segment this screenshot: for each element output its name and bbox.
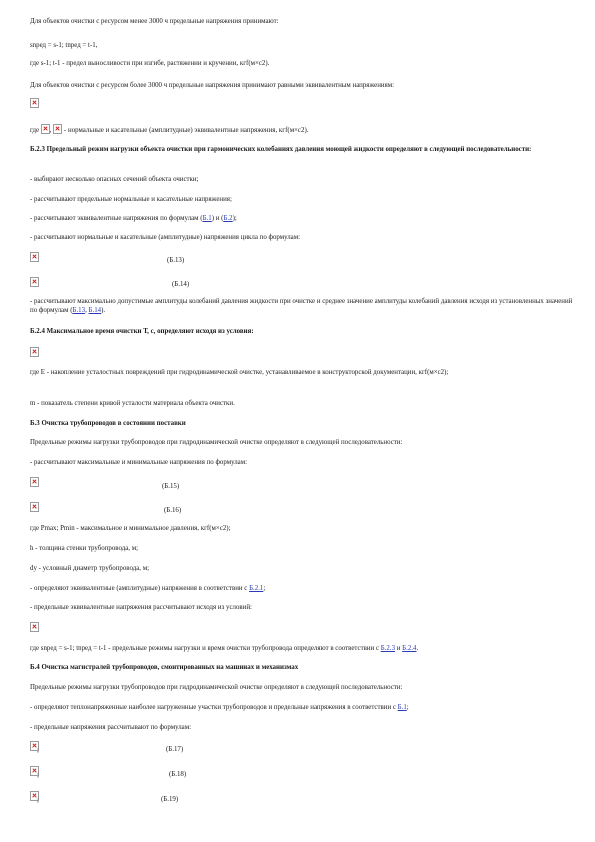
paragraph-pipeline-limits: где snред = s-1; tnред = t-1 - предельные режимы нагрузки и время очистки трубопровода определяют в соответствии с Б.2.3 и Б.2.4. <box>30 645 419 652</box>
list-item: - рассчитывают максимальные и минимальные напряжения по формулам: <box>30 459 247 466</box>
formula-link-b1[interactable]: Б.1 <box>202 215 212 222</box>
broken-image-icon <box>30 347 39 357</box>
broken-image-icon <box>30 502 39 512</box>
list-item: - определяют теплонапряженные наиболее нагруженные участки трубопроводов и предельные напряжения в соответствии с Б.1; <box>30 704 409 711</box>
paragraph-limit-formula: snред = s-1; tnред = t-1, <box>30 42 98 49</box>
list-item: - рассчитывают максимально допустимые амплитуды колебаний давления жидкости при очистке и среднее значение амплитуды колебаний давления исходя из установленных значений по формулам (Б.13, Б.14). <box>30 298 573 314</box>
broken-image-icon <box>30 622 39 632</box>
equation-number: (Б.14) <box>172 281 190 288</box>
list-item: - определяют эквивалентные (амплитудные) напряжения в соответствии с Б.2.1; <box>30 585 266 592</box>
paragraph-pressure-def: где Pmax; Pmin - максимальное и минимальное давления, кгf(м×с2); <box>30 525 231 532</box>
paragraph-nominal-diameter: dy - условный диаметр трубопровода, м; <box>30 565 150 572</box>
equation-separator: ; <box>37 747 39 754</box>
paragraph-fatigue-damage: где E - накопление усталостных повреждений при гидродинамической очистке, устанавливаемое в конструкторской документации, кгf(м×с2); <box>30 369 449 376</box>
equation-number: (Б.16) <box>164 507 182 514</box>
equation-number: (Б.17) <box>166 746 184 753</box>
broken-image-icon <box>41 124 50 134</box>
paragraph-low-resource: Для объектов очистки с ресурсом менее 3000 ч предельные напряжения принимают: <box>30 18 279 25</box>
section-b-2-3: Б.2.3 Предельный режим нагрузки объекта очистки при гармонических колебаниях давления моющей жидкости определяют в следующей последовательности: <box>30 146 532 153</box>
section-link-b21[interactable]: Б.2.1 <box>249 585 264 592</box>
list-item: - предельные эквивалентные напряжения рассчитывают исходя из условий: <box>30 604 252 611</box>
equation-separator: ; <box>37 772 39 779</box>
equation-number: (Б.15) <box>162 483 180 490</box>
list-item: - рассчитывают эквивалентные напряжения по формулам (Б.1) и (Б.2); <box>30 215 237 222</box>
broken-image-icon <box>30 98 39 108</box>
paragraph-wall-thickness: h - толщина стенки трубопровода, м; <box>30 545 139 552</box>
paragraph-equivalent-stress-def: где , - нормальные и касательные (амплитудные) эквивалентные напряжения, кгf(м×с2). <box>30 124 575 135</box>
paragraph-fatigue-exponent: m - показатель степени кривой усталости материала объекта очистки. <box>30 400 235 407</box>
formula-link-b2[interactable]: Б.2 <box>223 215 233 222</box>
list-item: - предельные напряжения рассчитывают по формулам: <box>30 724 191 731</box>
paragraph-pipeline-modes: Предельные режимы нагрузки трубопроводов при гидродинамической очистке определяют в следующей последовательности: <box>30 439 403 446</box>
broken-image-icon <box>53 124 62 134</box>
section-b-4-heading: Б.4 Очистка магистралей трубопроводов, смонтированных на машинах и механизмах <box>30 664 299 671</box>
equation-number: (Б.13) <box>167 257 185 264</box>
broken-image-icon <box>30 477 39 487</box>
list-item: - рассчитывают предельные нормальные и касательные напряжения; <box>30 196 232 203</box>
section-b-3-heading: Б.3 Очистка трубопроводов в состоянии поставки <box>30 420 186 427</box>
equation-separator: ; <box>37 797 39 804</box>
section-link-b1[interactable]: Б.1 <box>397 704 407 711</box>
paragraph-high-resource: Для объектов очистки с ресурсом более 3000 ч предельные напряжения принимают равными эквивалентным напряжениям: <box>30 82 395 89</box>
section-b-2-4: Б.2.4 Максимальное время очистки Т, с, определяют исходя из условия: <box>30 328 254 335</box>
broken-image-icon <box>30 252 39 262</box>
equation-number: (Б.18) <box>169 771 187 778</box>
formula-link-b13[interactable]: Б.13 <box>72 307 86 314</box>
paragraph-mounted-pipelines: Предельные режимы нагрузки трубопроводов при гидродинамической очистке определяют в следующей последовательности: <box>30 684 403 691</box>
section-link-b24[interactable]: Б.2.4 <box>402 645 417 652</box>
list-item: - рассчитывают нормальные и касательные (амплитудные) напряжения цикла по формулам: <box>30 234 301 241</box>
equation-number: (Б.19) <box>161 796 179 803</box>
paragraph-endurance-limit: где s-1; t-1 - предел выносливости при изгибе, растяжении и кручении, кгf(м×с2). <box>30 60 270 67</box>
broken-image-icon <box>30 277 39 287</box>
list-item: - выбирают несколько опасных сечений объекта очистки; <box>30 176 199 183</box>
section-link-b23[interactable]: Б.2.3 <box>380 645 396 652</box>
formula-link-b14[interactable]: Б.14 <box>88 307 102 314</box>
